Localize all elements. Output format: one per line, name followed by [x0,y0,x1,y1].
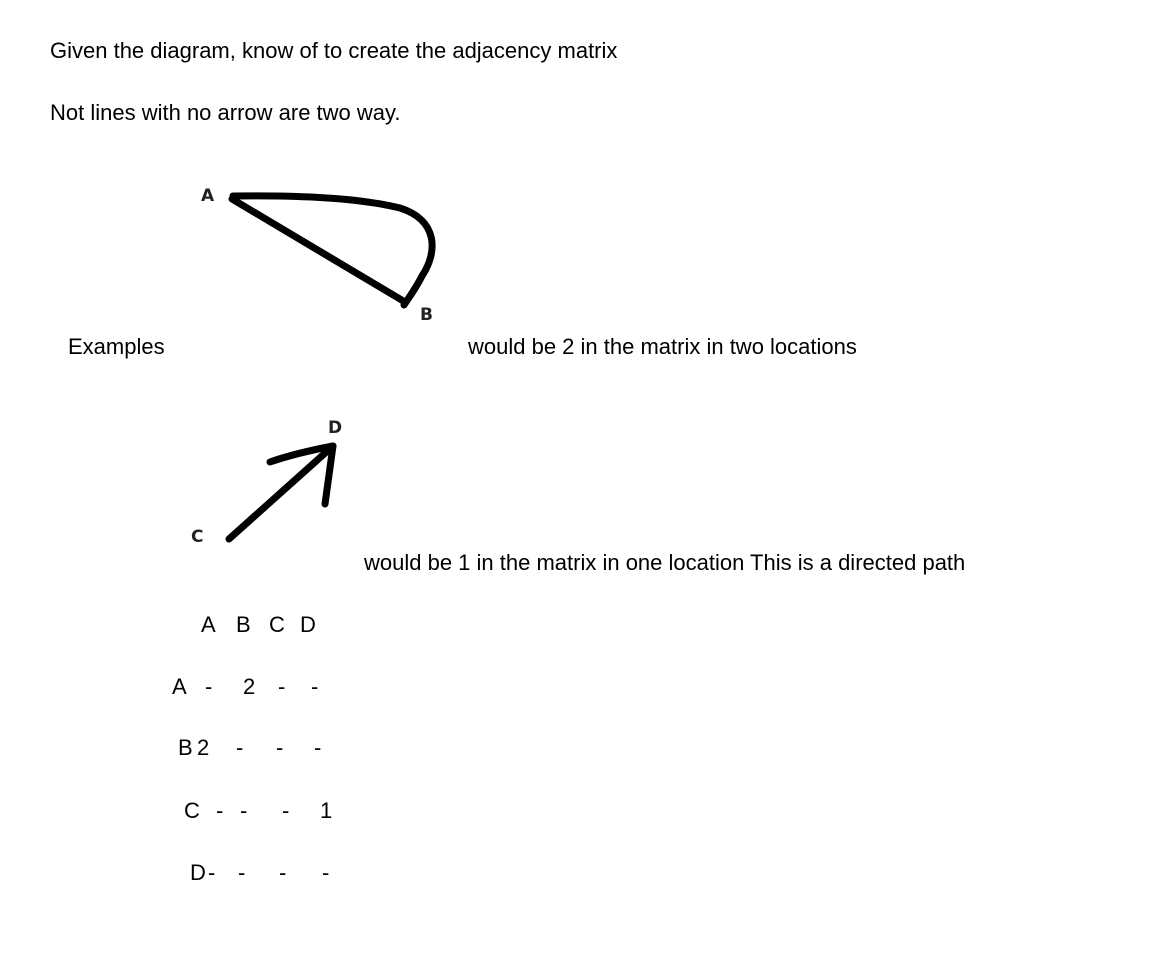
matrix-col-header: A [201,612,216,637]
edge-a-b-curve [233,196,432,305]
matrix-cell: - [216,798,224,823]
matrix-row-label: D [190,860,206,885]
edge-a-b-straight [232,199,405,302]
matrix-cell: - [314,735,322,760]
matrix-cell: - [322,860,330,885]
note-text: Not lines with no arrow are two way. [50,100,401,125]
examples-label: Examples [68,334,165,359]
matrix-cell: - [205,674,213,699]
matrix-cell: - [282,798,290,823]
matrix-row-label: A [172,674,187,699]
matrix-cell: - [208,860,216,885]
matrix-cell: - [236,735,244,760]
matrix-cell: - [240,798,248,823]
matrix-cell: - [279,860,287,885]
matrix-cell: - [311,674,319,699]
matrix-cell: 2 [197,735,210,760]
matrix-row-label: B [178,735,193,760]
matrix-col-header: C [269,612,285,637]
node-c-label: C [191,527,204,547]
matrix-col-header: D [300,612,316,637]
node-b-label: B [420,305,433,325]
matrix-cell: - [276,735,284,760]
matrix-cell: 2 [243,674,256,699]
matrix-row-label: C [184,798,200,823]
example1-caption: would be 2 in the matrix in two locations [468,334,857,359]
node-a-label: A [201,186,215,206]
edge-c-d-directed [229,446,333,539]
matrix-cell: - [238,860,246,885]
edge-a-b-undirected [232,196,432,305]
matrix-col-header: B [236,612,251,637]
matrix-cell: - [278,674,286,699]
heading-text: Given the diagram, know of to create the adjacency matrix [50,38,618,63]
example2-caption: would be 1 in the matrix in one location This is a directed path [364,550,966,575]
node-d-label: D [328,418,343,438]
matrix-cell: 1 [320,798,333,823]
